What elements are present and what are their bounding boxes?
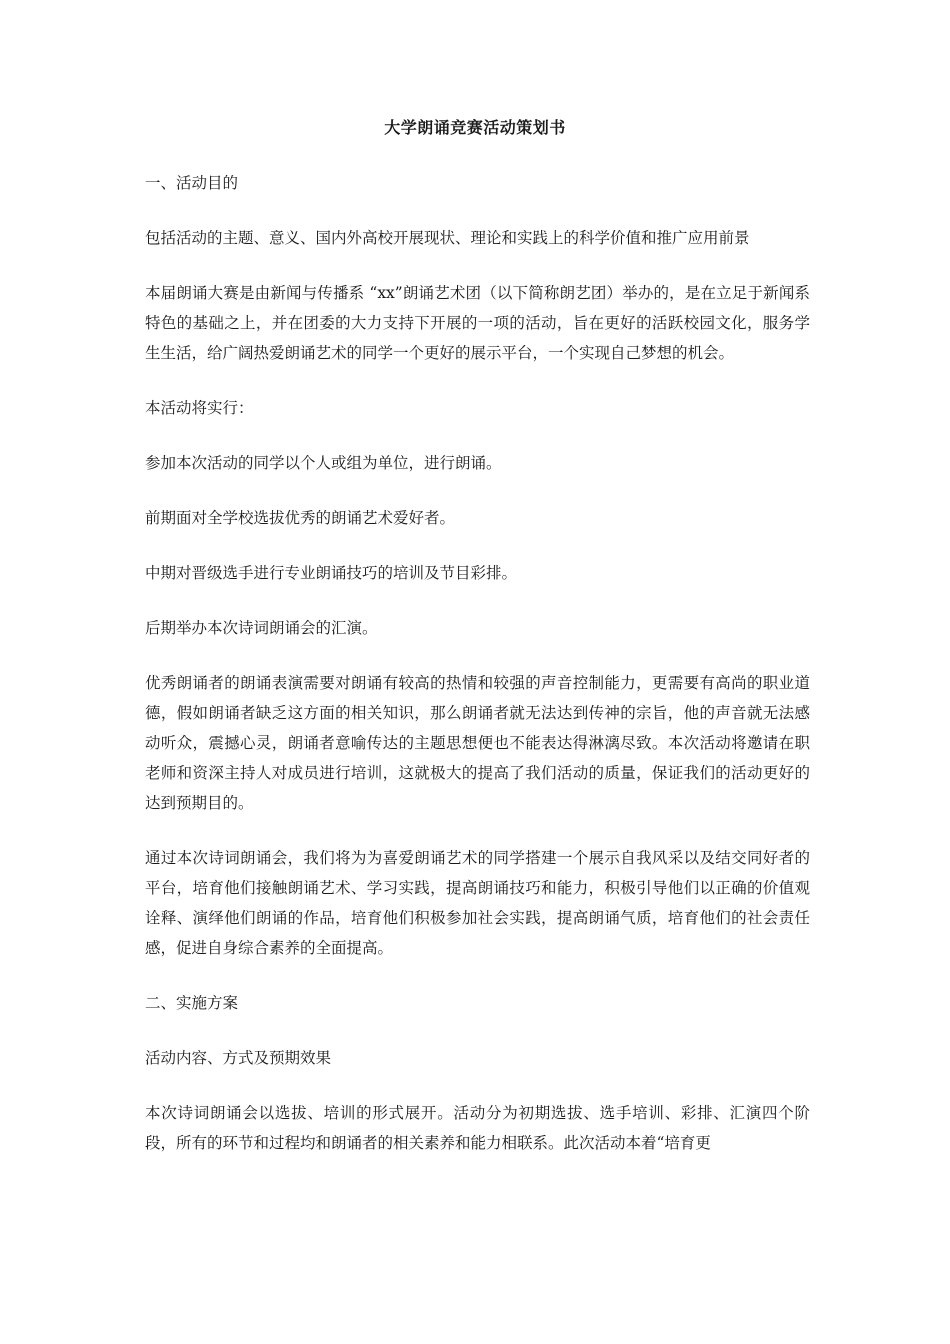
paragraph: 中期对晋级选手进行专业朗诵技巧的培训及节目彩排。 — [145, 564, 518, 582]
paragraph: 包括活动的主题、意义、国内外高校开展现状、理论和实践上的科学价值和推广应用前景 — [145, 229, 750, 247]
paragraph: 参加本次活动的同学以个人或组为单位，进行朗诵。 — [145, 454, 502, 472]
paragraph: 本次诗词朗诵会以选拔、培训的形式展开。活动分为初期选拔、选手培训、彩排、汇演四个阶段，所有的环节和过程均和朗诵者的相关素养和能力相联系。此次活动本着“培育更 — [145, 1104, 810, 1152]
section-heading-plan: 二、实施方案 — [145, 994, 239, 1012]
paragraph: 优秀朗诵者的朗诵表演需要对朗诵有较高的热情和较强的声音控制能力，更需要有高尚的职业道德，假如朗诵者缺乏这方面的相关知识，那么朗诵者就无法达到传神的宗旨，他的声音就无法感动听众，震撼心灵，朗诵者意喻传达的主题思想便也不能表达得淋漓尽致。本次活动将邀请在职老师和资深主持人对成员进行培训，这就极大的提高了我们活动的质量，保证我们的活动更好的达到预期目的。 — [145, 674, 810, 812]
paragraph: 本届朗诵大赛是由新闻与传播系 “xx”朗诵艺术团（以下简称朗艺团）举办的，是在立足于新闻系特色的基础之上，并在团委的大力支持下开展的一项的活动，旨在更好的活跃校园文化，服务学生生活，给广阔热爱朗诵艺术的同学一个更好的展示平台，一个实现自己梦想的机会。 — [145, 284, 810, 362]
paragraph: 活动内容、方式及预期效果 — [145, 1049, 332, 1067]
paragraph: 后期举办本次诗词朗诵会的汇演。 — [145, 619, 378, 637]
paragraph: 前期面对全学校选拔优秀的朗诵艺术爱好者。 — [145, 509, 456, 527]
document-body — [145, 168, 810, 1183]
paragraph: 通过本次诗词朗诵会，我们将为为喜爱朗诵艺术的同学搭建一个展示自我风采以及结交同好者的平台，培育他们接触朗诵艺术、学习实践，提高朗诵技巧和能力，积极引导他们以正确的价值观诠释、演绎他们朗诵的作品，培育他们积极参加社会实践，提高朗诵气质，培育他们的社会责任感，促进自身综合素养的全面提高。 — [145, 849, 810, 957]
paragraph: 本活动将实行： — [145, 399, 254, 417]
section-heading-purpose: 一、活动目的 — [145, 174, 239, 192]
document-title: 大学朗诵竞赛活动策划书 — [384, 118, 566, 137]
